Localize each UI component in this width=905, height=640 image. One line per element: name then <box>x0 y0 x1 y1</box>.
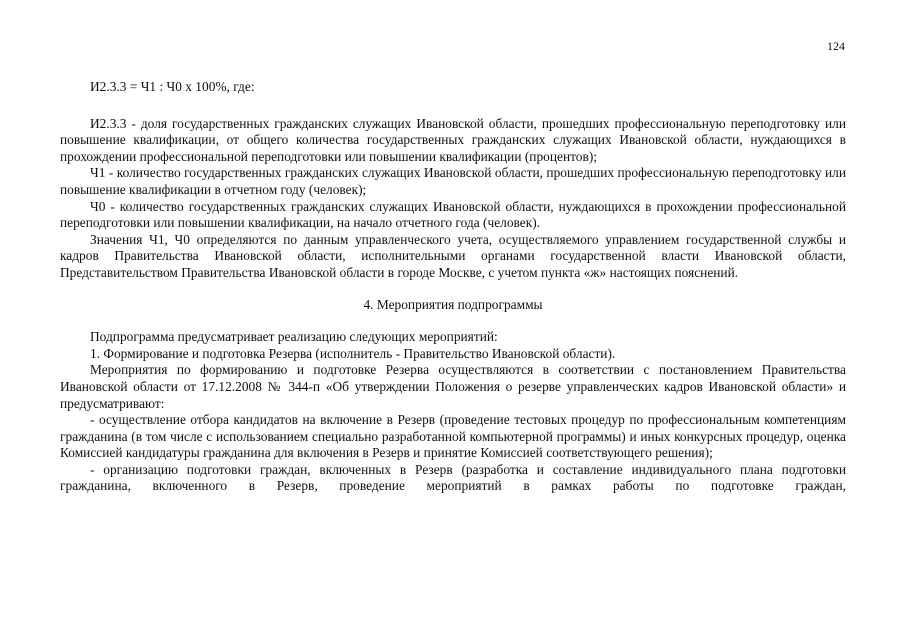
definition-paragraph: И2.3.3 - доля государственных гражданских служащих Ивановской области, прошедших профессиональную переподготовку или повышение квалификации, от общего количества государственных гражданских служащих Ивановской области, нуждающихся в прохождении профессиональной переподготовки или повышении квалификации (процентов); <box>60 115 846 164</box>
definition-paragraph: Ч1 - количество государственных гражданских служащих Ивановской области, прошедших профессиональную переподготовку или повышение квалификации в отчетном году (человек); <box>60 165 846 197</box>
section-paragraph: - осуществление отбора кандидатов на включение в Резерв (проведение тестовых процедур по профессиональным компетенциям гражданина (в том числе с использованием специально разработанной компьютерной программы) и иных конкурсных процедур, оценка Комиссией кандидатуры гражданина для включения в Резерв и принятие Комиссией соответствующего решения); <box>60 412 846 461</box>
formula: И2.3.3 = Ч1 : Ч0 x 100%, где: <box>90 79 255 94</box>
section-paragraph: - организацию подготовки граждан, включенных в Резерв (разработка и составление индивидуального плана подготовки гражданина, включенного в Резерв, проведение мероприятий в рамках работы по подготовке граждан, <box>60 461 846 494</box>
page-number: 124 <box>827 39 845 53</box>
section-paragraph: 1. Формирование и подготовка Резерва (исполнитель - Правительство Ивановской области). <box>90 345 616 361</box>
definition-paragraph: Значения Ч1, Ч0 определяются по данным управленческого учета, осуществляемого управлением государственной службы и кадров Правительства Ивановской области, исполнительными органами государственной власти Ивановской области, Представительством Правительства Ивановской области в городе Москве, с учетом пункта «ж» настоящих пояснений. <box>60 231 846 280</box>
definition-paragraph: Ч0 - количество государственных гражданских служащих Ивановской области, нуждающихся в прохождении профессиональной переподготовки или повышении квалификации, на начало отчетного года (человек). <box>60 198 846 231</box>
section-paragraph: Мероприятия по формированию и подготовке Резерва осуществляются в соответствии с постановлением Правительства Ивановской области от 17.12.2008 № 344-п «Об утверждении Положения о резерве управленческих кадров Ивановской области» и предусматривают: <box>60 362 846 411</box>
section-heading: 4. Мероприятия подпрограммы <box>363 296 543 312</box>
section-paragraph: Подпрограмма предусматривает реализацию следующих мероприятий: <box>90 329 498 345</box>
document-body <box>60 79 846 495</box>
